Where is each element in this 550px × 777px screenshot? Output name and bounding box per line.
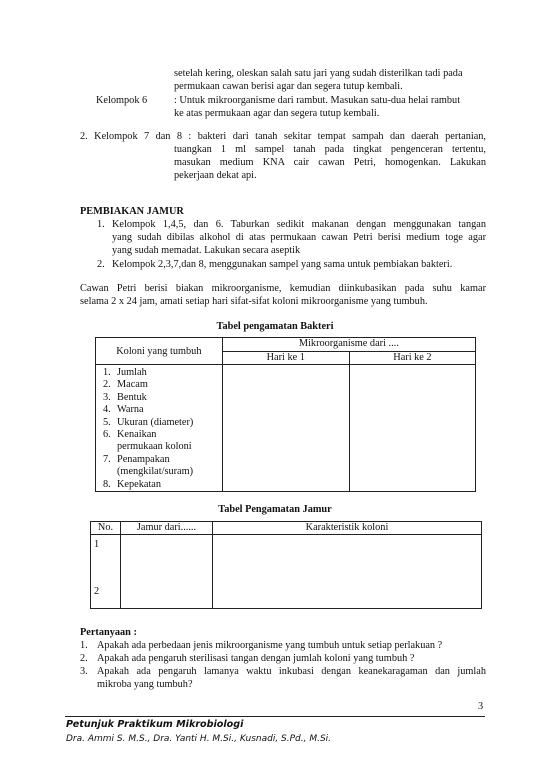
koloni-criteria-number: 1. [103,367,111,378]
mikroorganisme-group-header: Mikroorganisme dari .... [222,338,475,352]
koloni-criteria-number: 8. [103,478,111,490]
footer-authors: Dra. Ammi S. M.S., Dra. Yanti H. M.Si., Kusnadi, S.Pd., M.Si. [66,734,332,744]
jamur-table [90,521,482,609]
koloni-criteria-item [96,479,222,491]
intro-continuation-line-2: permukaan cawan berisi agar dan segera tutup kembali. [174,81,403,92]
koloni-criteria-number: 5. [103,416,111,428]
question-3-number: 3. [80,666,88,677]
koloni-criteria-item [96,379,222,391]
kelompok-6-label: Kelompok 6 [96,95,148,106]
koloni-criteria-item [96,429,222,441]
koloni-criteria-number: 3. [103,391,111,403]
koloni-criteria-number: 2. [103,379,111,391]
koloni-criteria-item [96,441,222,453]
koloni-criteria-item [96,392,222,404]
hari-2-cell[interactable] [349,365,475,492]
intro-continuation-line-1: setelah kering, oleskan salah satu jari yang sudah disterilkan tadi pada [174,68,463,79]
kelompok-6-line-2: ke atas permukaan agar dan segera tutup kembali. [174,108,380,119]
koloni-criteria-list [96,367,222,491]
jamur-dari-cell[interactable] [121,535,213,609]
koloni-criteria-text: Kepekatan [117,478,162,490]
pertanyaan-heading: Pertanyaan : [80,627,137,638]
section-heading-pembiakan: PEMBIAKAN JAMUR [80,206,184,217]
karakteristik-header: Karakteristik koloni [213,522,482,535]
bakteri-table [95,337,476,492]
item-2-line-3: masukan medium KNA cair cawan Petri, homogenkan. Lakukan [174,157,486,168]
koloni-criteria-text: Macam [117,379,148,391]
koloni-list-cell [96,365,223,492]
koloni-criteria-item [96,417,222,429]
bakteri-table-title: Tabel pengamatan Bakteri [216,321,334,332]
hari-2-header: Hari ke 2 [349,352,475,365]
koloni-criteria-item [96,404,222,416]
koloni-criteria-text: Jumlah [117,367,147,378]
page-number: 3 [478,701,484,712]
paragraph-line-1: Cawan Petri berisi biakan mikroorganisme, kemudian diinkubasikan pada suhu kamar [80,283,486,294]
koloni-criteria-item [96,454,222,466]
item-2-line-2: tuangkan 1 ml sampel tanah pada tingkat pengenceran tertentu, [174,144,486,155]
koloni-criteria-item [96,466,222,478]
question-3-line-1: Apakah ada pengaruh lamanya waktu inkubasi dengan keanekaragaman dan jumlah [97,666,486,677]
pembiakan-item-2-line-1: Kelompok 2,3,7,dan 8, menggunakan sampel yang sama untuk pembiakan bakteri. [112,259,453,270]
jamur-dari-header: Jamur dari...... [121,522,213,535]
item-2-line-1: 2. Kelompok 7 dan 8 : bakteri dari tanah sekitar tempat sampah dan daerah pertanian, [80,131,486,142]
koloni-criteria-number: 4. [103,404,111,416]
koloni-criteria-text: Kenaikan [117,429,157,441]
footer-title: Petunjuk Praktikum Mikrobiologi [66,719,244,730]
koloni-criteria-text: Warna [117,404,144,416]
pembiakan-item-1-line-1: Kelompok 1,4,5, dan 6. Taburkan sedikit makanan dengan menggunakan tangan [112,219,486,230]
question-2-number: 2. [80,653,88,664]
hari-1-header: Hari ke 1 [222,352,349,365]
koloni-criteria-text: (mengkilat/suram) [117,466,194,478]
koloni-criteria-text: permukaan koloni [117,441,192,453]
kelompok-6-line-1: : Untuk mikroorganisme dari rambut. Masukan satu-dua helai rambut [174,95,461,106]
koloni-criteria-number: 6. [103,429,111,441]
koloni-header: Koloni yang tumbuh [96,338,223,365]
hari-1-cell[interactable] [222,365,349,492]
koloni-criteria-text: Ukuran (diameter) [117,416,194,428]
pembiakan-item-1-line-3: yang sudah memadat. Lakukan secara aseptik [112,245,301,256]
no-cell [91,535,121,609]
jamur-table-title: Tabel Pengamatan Jamur [218,504,332,515]
row-number-2: 2 [94,586,100,597]
question-1-number: 1. [80,640,88,651]
koloni-criteria-number: 7. [103,453,111,465]
row-number-1: 1 [94,539,100,550]
question-1: Apakah ada perbedaan jenis mikroorganisme yang tumbuh untuk setiap perlakuan ? [97,640,443,651]
question-2: Apakah ada pengaruh sterilisasi tangan dengan jumlah koloni yang tumbuh ? [97,653,415,664]
item-2-line-4: pekerjaan dekat api. [174,170,257,181]
koloni-criteria-item [96,367,222,379]
koloni-criteria-text: Penampakan [117,453,170,465]
pembiakan-item-1-number: 1. [97,219,105,230]
karakteristik-cell[interactable] [213,535,482,609]
question-3-line-2: mikroba yang tumbuh? [97,679,193,690]
paragraph-line-2: selama 2 x 24 jam, amati setiap hari sifat-sifat koloni mikroorganisme yang tumbuh. [80,296,428,307]
koloni-criteria-text: Bentuk [117,391,147,403]
pembiakan-item-1-line-2: yang sudah dibilas alkohol di atas permukaan cawan Petri berisi medium toge agar [112,232,486,243]
pembiakan-item-2-number: 2. [97,259,105,270]
footer-rule [65,716,485,717]
no-header: No. [91,522,121,535]
